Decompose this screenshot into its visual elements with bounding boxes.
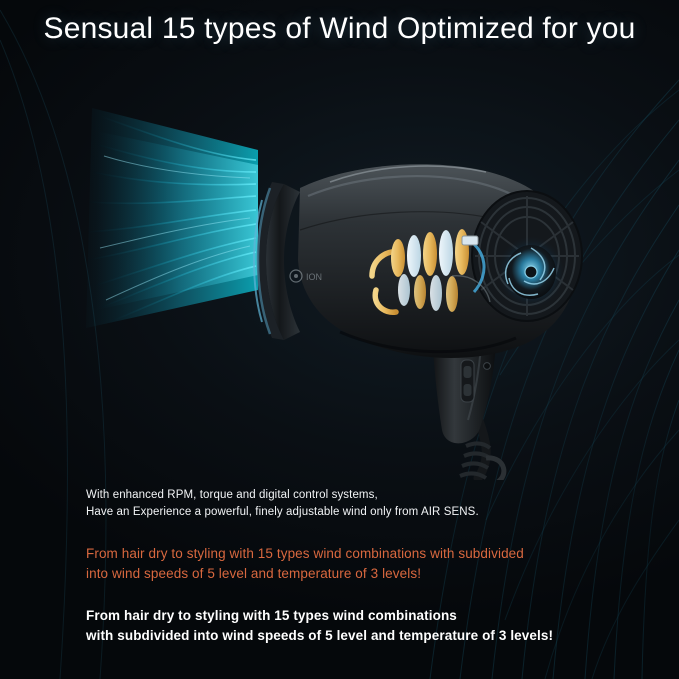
wind-stream (86, 108, 258, 328)
product-illustration (0, 60, 679, 480)
svg-text:ION: ION (306, 272, 323, 282)
page-title: Sensual 15 types of Wind Optimized for you (43, 12, 636, 45)
bold-line-1: From hair dry to styling with 15 types wind combinations (86, 608, 457, 623)
highlight-line-2: into wind speeds of 5 level and temperature of 3 levels! (86, 565, 422, 581)
rear-fan-grille (471, 190, 583, 322)
highlight-line-1: From hair dry to styling with 15 types wind combinations with subdivided (86, 545, 524, 561)
intro-line-1: With enhanced RPM, torque and digital control systems, (86, 489, 378, 501)
bold-line-2: with subdivided into wind speeds of 5 level and temperature of 3 levels! (86, 628, 554, 644)
copy-block (86, 487, 606, 647)
intro-line-2: Have an Experience a powerful, finely adjustable wind only from AIR SENS. (86, 506, 479, 519)
dryer-nozzle (254, 182, 300, 340)
brand-mark (290, 270, 322, 282)
